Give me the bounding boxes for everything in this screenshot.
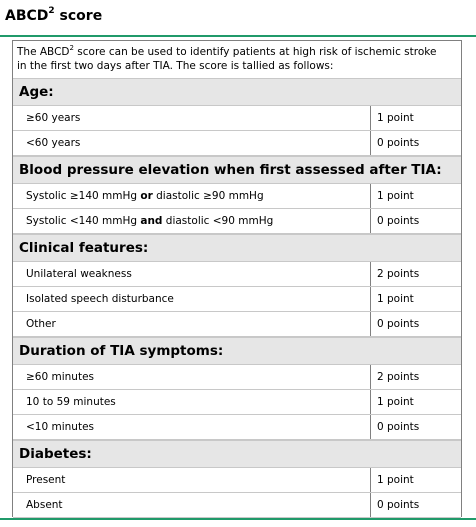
criterion-cell: Other [13, 312, 371, 336]
points-cell: 1 point [377, 190, 414, 202]
table-row [13, 262, 461, 287]
section-heading-clinical-features: Clinical features: [13, 234, 461, 262]
table-row [13, 287, 461, 312]
table-row [13, 312, 461, 337]
points-cell: 2 points [377, 371, 420, 383]
criterion-cell: Unilateral weakness [13, 262, 371, 286]
points-cell: 2 points [377, 268, 420, 280]
criterion-cell: <10 minutes [13, 415, 371, 439]
points-cell: 0 points [377, 318, 420, 330]
section-heading-age: Age: [13, 78, 461, 106]
points-cell: 0 points [377, 215, 420, 227]
criterion-cell: Systolic ≥140 mmHg or diastolic ≥90 mmHg [13, 184, 371, 208]
section-heading-duration: Duration of TIA symptoms: [13, 337, 461, 365]
title-suffix: score [54, 8, 103, 24]
table-row [13, 415, 461, 440]
table-row [13, 493, 461, 518]
table-row [13, 106, 461, 131]
score-table [13, 78, 461, 518]
score-table-box [12, 40, 462, 517]
table-row [13, 390, 461, 415]
criterion-cell: <60 years [13, 131, 371, 155]
points-cell: 0 points [377, 137, 420, 149]
bottom-divider [0, 518, 476, 520]
criterion-cell: Systolic <140 mmHg and diastolic <90 mmHg [13, 209, 371, 233]
points-cell: 0 points [377, 421, 420, 433]
title-text: ABCD [5, 8, 49, 24]
criterion-cell: ≥60 minutes [13, 365, 371, 389]
table-row [13, 468, 461, 493]
table-row [13, 184, 461, 209]
criterion-cell: Absent [13, 493, 371, 517]
page-title [5, 6, 102, 26]
intro-paragraph [17, 45, 457, 73]
criterion-cell: Isolated speech disturbance [13, 287, 371, 311]
table-row [13, 209, 461, 234]
points-cell: 1 point [377, 293, 414, 305]
criterion-cell: ≥60 years [13, 106, 371, 130]
section-heading-blood-pressure: Blood pressure elevation when first assessed after TIA: [13, 156, 461, 184]
points-cell: 0 points [377, 499, 420, 511]
criterion-cell: Present [13, 468, 371, 492]
section-heading-diabetes: Diabetes: [13, 440, 461, 468]
title-superscript: 2 [48, 6, 55, 17]
points-cell: 1 point [377, 112, 414, 124]
table-row [13, 131, 461, 156]
criterion-cell: 10 to 59 minutes [13, 390, 371, 414]
table-row [13, 365, 461, 390]
intro-line-2: in the first two days after TIA. The score is tallied as follows: [17, 60, 334, 72]
points-cell: 1 point [377, 396, 414, 408]
points-cell: 1 point [377, 474, 414, 486]
intro-line-1: The ABCD$^2$ score can be used to identify patients at high risk of ischemic stroke [17, 43, 437, 58]
top-divider [0, 35, 476, 37]
